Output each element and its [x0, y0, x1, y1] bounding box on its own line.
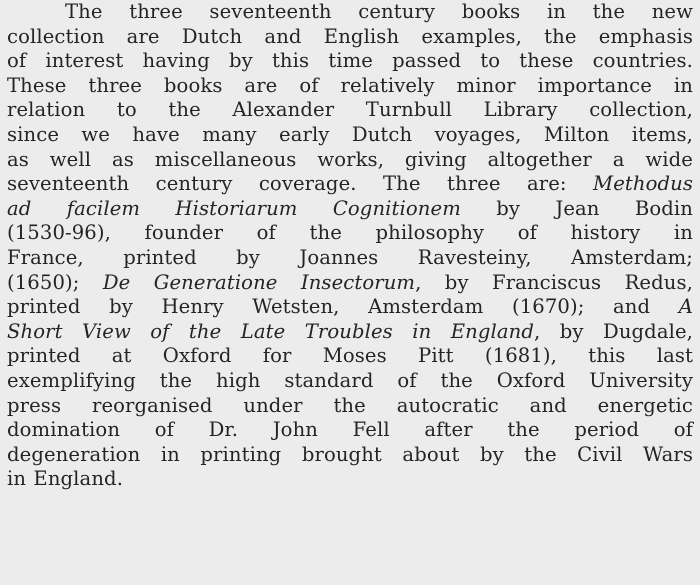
italic-title-text: De Generatione Insectorum — [102, 270, 416, 294]
text-line — [7, 25, 693, 50]
text-line — [7, 197, 693, 222]
text-line — [7, 344, 693, 369]
text-line — [7, 123, 693, 148]
text-line — [7, 320, 693, 345]
text-run: as well as miscellaneous works, giving altogether a wide — [7, 147, 693, 171]
text-run: degeneration in printing brought about by the Civil Wars — [7, 442, 693, 466]
text-line — [7, 295, 693, 320]
text-line — [7, 221, 693, 246]
text-run: seventeenth century coverage. The three are: — [7, 172, 594, 196]
italic-title-text: ad facilem Historiarum Cognitionem — [7, 196, 461, 220]
text-line — [7, 246, 693, 271]
text-line — [7, 394, 693, 419]
text-run: France, printed by Joannes Ravesteiny, Amsterdam; — [7, 245, 693, 269]
text-run: printed by Henry Wetsten, Amsterdam (1670); and — [7, 295, 679, 319]
text-run: of interest having by this time passed to these countries. — [7, 49, 693, 73]
text-line — [7, 49, 693, 74]
text-line — [7, 0, 693, 25]
text-run: relation to the Alexander Turnbull Library collection, — [7, 98, 693, 122]
text-run: (1530-96), founder of the philosophy of history in — [7, 221, 693, 245]
text-run: printed at Oxford for Moses Pitt (1681), this last — [7, 344, 693, 368]
italic-title-text: A — [678, 295, 693, 319]
body-paragraph — [7, 0, 693, 492]
text-line — [7, 98, 693, 123]
text-run: , by Dugdale, — [534, 319, 693, 343]
italic-title-text: Methodus — [593, 172, 693, 196]
text-line — [7, 271, 693, 296]
text-line — [7, 172, 693, 197]
text-line — [7, 443, 693, 468]
text-run: (1650); — [7, 270, 103, 294]
text-line — [7, 467, 693, 492]
text-run: exemplifying the high standard of the Oxford University — [7, 368, 693, 392]
text-run: since we have many early Dutch voyages, Milton items, — [7, 122, 693, 146]
text-run: press reorganised under the autocratic and energetic — [7, 393, 693, 417]
text-line — [7, 148, 693, 173]
text-run: domination of Dr. John Fell after the period of — [7, 418, 693, 442]
text-run: The three seventeenth century books in the new — [65, 0, 693, 23]
text-run: These three books are of relatively minor importance in — [7, 73, 693, 97]
text-line — [7, 418, 693, 443]
text-run: , by Franciscus Redus, — [415, 270, 693, 294]
italic-title-text: Short View of the Late Troubles in England — [7, 319, 535, 343]
text-line — [7, 74, 693, 99]
text-run: in England. — [7, 467, 124, 491]
text-line — [7, 369, 693, 394]
text-run: collection are Dutch and English examples, the emphasis — [7, 24, 693, 48]
text-run: by Jean Bodin — [460, 196, 693, 220]
